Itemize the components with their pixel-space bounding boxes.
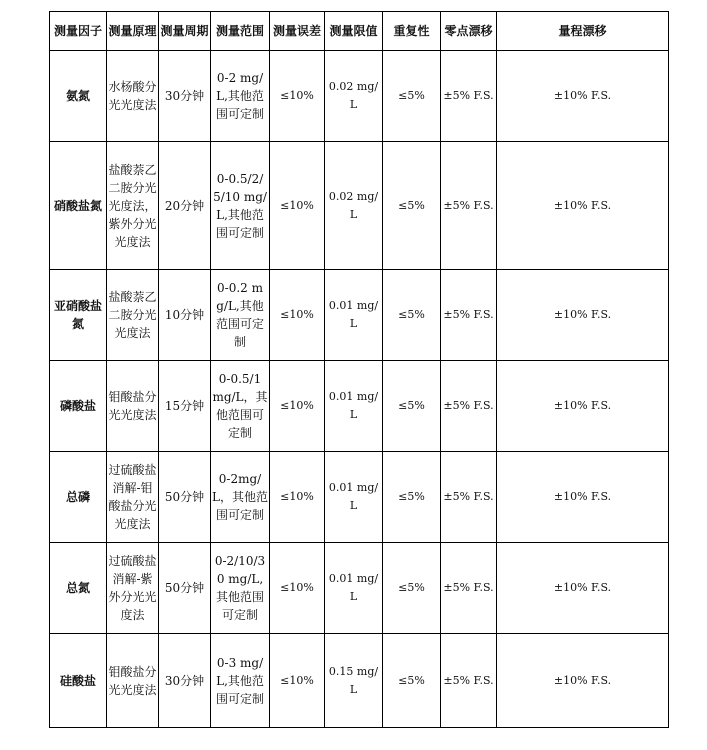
cell-zero-drift: ±5% F.S. [441,270,497,361]
cell-factor: 硅酸盐 [50,634,107,728]
cell-range: 0-3 mg/L,其他范围可定制 [211,634,270,728]
cell-error: ≤10% [270,543,325,634]
cell-repeatability: ≤5% [383,361,441,452]
cell-repeatability: ≤5% [383,634,441,728]
cell-method: 水杨酸分光光度法 [107,51,159,142]
cell-repeatability: ≤5% [383,543,441,634]
cell-repeatability: ≤5% [383,270,441,361]
cell-limit: 0.01 mg/L [325,361,383,452]
cell-cycle: 30分钟 [159,51,211,142]
header-factor: 测量因子 [50,12,107,51]
cell-factor: 氨氮 [50,51,107,142]
cell-cycle: 50分钟 [159,543,211,634]
cell-limit: 0.01 mg/L [325,270,383,361]
cell-span-drift: ±10% F.S. [497,270,669,361]
table-row [50,452,669,543]
table-row [50,270,669,361]
cell-range: 0-0.5/1 mg/L，其他范围可定制 [211,361,270,452]
cell-method: 过硫酸盐消解-紫外分光光度法 [107,543,159,634]
cell-range: 0-0.5/2/5/10 mg/L,其他范围可定制 [211,142,270,270]
cell-factor: 磷酸盐 [50,361,107,452]
table-header-row [50,12,669,51]
cell-cycle: 20分钟 [159,142,211,270]
cell-span-drift: ±10% F.S. [497,142,669,270]
cell-cycle: 15分钟 [159,361,211,452]
table-row [50,634,669,728]
cell-zero-drift: ±5% F.S. [441,452,497,543]
header-span-drift: 量程漂移 [497,12,669,51]
cell-method: 盐酸萘乙二胺分光光度法 [107,270,159,361]
cell-zero-drift: ±5% F.S. [441,634,497,728]
cell-range: 0-2mg/L，其他范围可定制 [211,452,270,543]
cell-zero-drift: ±5% F.S. [441,51,497,142]
cell-error: ≤10% [270,361,325,452]
table-row [50,543,669,634]
cell-zero-drift: ±5% F.S. [441,142,497,270]
cell-span-drift: ±10% F.S. [497,51,669,142]
cell-span-drift: ±10% F.S. [497,361,669,452]
cell-error: ≤10% [270,270,325,361]
header-range: 测量范围 [211,12,270,51]
cell-method: 钼酸盐分光光度法 [107,361,159,452]
header-error: 测量误差 [270,12,325,51]
cell-limit: 0.02 mg/L [325,51,383,142]
header-limit: 测量限值 [325,12,383,51]
cell-zero-drift: ±5% F.S. [441,543,497,634]
header-repeatability: 重复性 [383,12,441,51]
cell-range: 0-2 mg/L,其他范围可定制 [211,51,270,142]
cell-cycle: 30分钟 [159,634,211,728]
cell-zero-drift: ±5% F.S. [441,361,497,452]
cell-repeatability: ≤5% [383,452,441,543]
cell-span-drift: ±10% F.S. [497,543,669,634]
cell-limit: 0.01 mg/L [325,452,383,543]
cell-error: ≤10% [270,634,325,728]
cell-cycle: 50分钟 [159,452,211,543]
cell-error: ≤10% [270,51,325,142]
cell-method: 盐酸萘乙二胺分光光度法，紫外分光光度法 [107,142,159,270]
specification-table [49,11,669,728]
table-row [50,51,669,142]
cell-factor: 亚硝酸盐氮 [50,270,107,361]
header-cycle: 测量周期 [159,12,211,51]
cell-range: 0-2/10/30 mg/L,其他范围可定制 [211,543,270,634]
cell-factor: 总氮 [50,543,107,634]
table-row [50,142,669,270]
cell-limit: 0.15 mg/L [325,634,383,728]
cell-repeatability: ≤5% [383,142,441,270]
header-zero-drift: 零点漂移 [441,12,497,51]
table-row [50,361,669,452]
cell-cycle: 10分钟 [159,270,211,361]
cell-range: 0-0.2 mg/L,其他范围可定制 [211,270,270,361]
cell-method: 钼酸盐分光光度法 [107,634,159,728]
cell-factor: 总磷 [50,452,107,543]
cell-span-drift: ±10% F.S. [497,634,669,728]
cell-factor: 硝酸盐氮 [50,142,107,270]
cell-limit: 0.02 mg/L [325,142,383,270]
cell-error: ≤10% [270,142,325,270]
cell-error: ≤10% [270,452,325,543]
header-method: 测量原理 [107,12,159,51]
cell-method: 过硫酸盐消解-钼酸盐分光光度法 [107,452,159,543]
cell-limit: 0.01 mg/L [325,543,383,634]
cell-repeatability: ≤5% [383,51,441,142]
cell-span-drift: ±10% F.S. [497,452,669,543]
